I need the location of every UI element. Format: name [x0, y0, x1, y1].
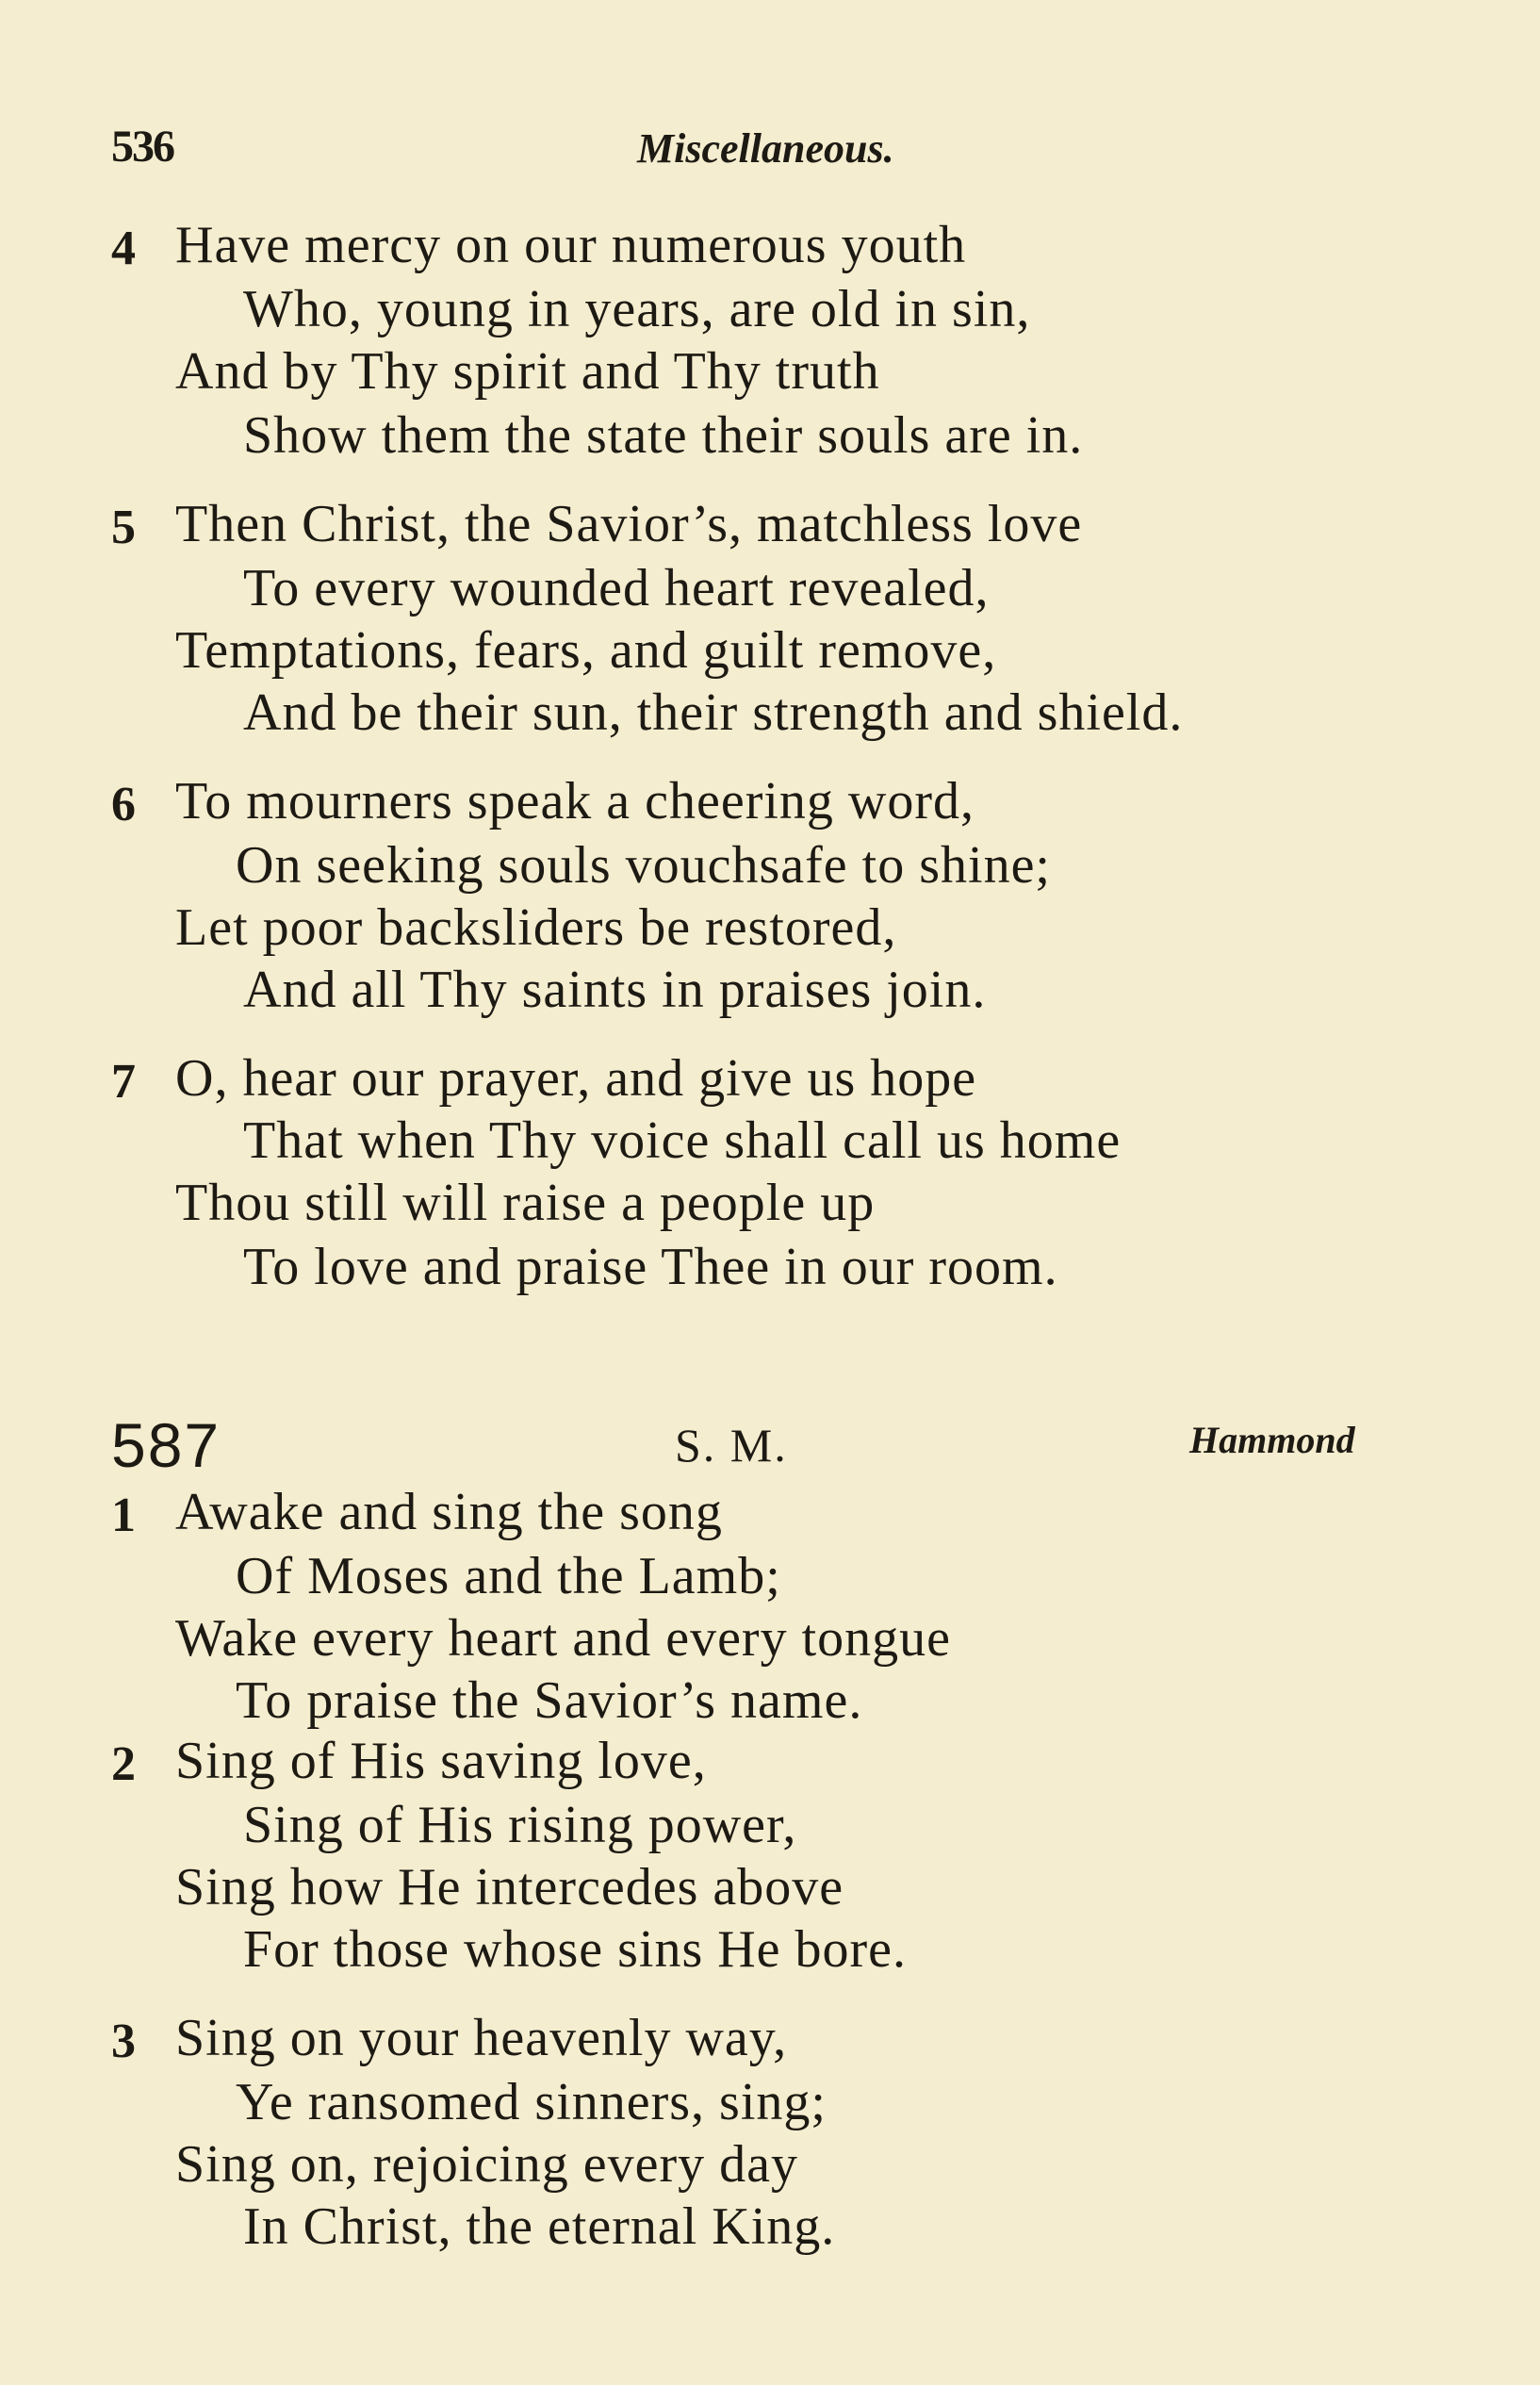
stanza-number: 7 [111, 1055, 136, 1109]
verse-line: That when Thy voice shall call us home [243, 1111, 1122, 1170]
verse-line: On seeking souls vouchsafe to shine; [236, 836, 1051, 895]
verse-line: O, hear our prayer, and give us hope [175, 1049, 977, 1108]
page-number: 536 [111, 122, 173, 172]
hymn-meter: S. M. [675, 1419, 788, 1472]
verse-line: Thou still will raise a people up [175, 1174, 876, 1232]
verse-line: For those whose sins He bore. [243, 1920, 908, 1979]
verse-line: To praise the Savior’s name. [236, 1671, 863, 1730]
stanza-number: 4 [111, 222, 136, 275]
verse-line: To mourners speak a cheering word, [175, 772, 975, 831]
hymn-number: 587 [111, 1410, 221, 1480]
verse-line: Then Christ, the Savior’s, matchless love [175, 495, 1083, 553]
verse-line: Sing of His rising power, [243, 1796, 797, 1854]
verse-line: Wake every heart and every tongue [175, 1609, 951, 1668]
verse-line: And by Thy spirit and Thy truth [175, 342, 880, 401]
verse-line: Sing how He intercedes above [175, 1858, 844, 1916]
verse-line: Have mercy on our numerous youth [175, 216, 967, 274]
tune-name: Hammond [1189, 1419, 1355, 1461]
page-header [111, 121, 1450, 177]
verse-line: Temptations, fears, and guilt remove, [175, 621, 997, 680]
stanza-number: 5 [111, 501, 136, 554]
verse-line: To love and praise Thee in our room. [243, 1238, 1058, 1296]
verse-line: Ye ransomed sinners, sing; [236, 2073, 827, 2131]
stanza-number: 3 [111, 2015, 136, 2068]
running-head: Miscellaneous. [637, 125, 894, 172]
verse-line: Sing of His saving love, [175, 1732, 707, 1790]
stanza-number: 6 [111, 778, 136, 831]
verse-line: Of Moses and the Lamb; [236, 1547, 781, 1605]
verse-line: And all Thy saints in praises join. [243, 961, 987, 1019]
verse-line: Let poor backsliders be restored, [175, 898, 897, 957]
verse-line: To every wounded heart revealed, [243, 559, 990, 617]
stanza-number: 1 [111, 1489, 136, 1542]
verse-line: In Christ, the eternal King. [243, 2197, 836, 2256]
verse-line: Awake and sing the song [175, 1483, 723, 1541]
verse-line: Sing on your heavenly way, [175, 2009, 788, 2067]
stanza-number: 2 [111, 1737, 136, 1791]
verse-line: Who, young in years, are old in sin, [243, 280, 1031, 338]
verse-line: Show them the state their souls are in. [243, 406, 1084, 465]
verse-line: And be their sun, their strength and shield. [243, 683, 1184, 742]
verse-line: Sing on, rejoicing every day [175, 2135, 798, 2194]
